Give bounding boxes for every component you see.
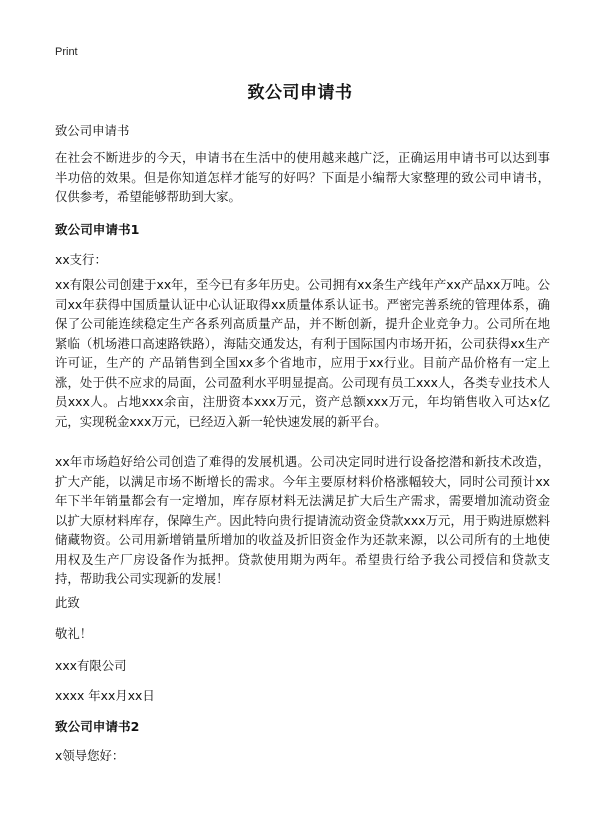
section-2-salutation: x领导您好： (55, 748, 125, 763)
closing-jingli: 敬礼！ (55, 626, 93, 641)
document-subtitle: 致公司申请书 (55, 123, 130, 138)
signature-date: xxxx 年xx月xx日 (55, 688, 155, 703)
signature-company: xxx有限公司 (55, 658, 127, 673)
closing-cizhi: 此致 (55, 595, 80, 610)
print-link[interactable]: Print (55, 46, 78, 58)
section-1-paragraph-1: xx有限公司创建于xx年，至今已有多年历史。公司拥有xx条生产线年产xx产品xx万吨。公司xx年获得中国质量认证中心认证取得xx质量体系认证书。严密完善系统的管理体系，确保了公司能连续稳定生产各系列高质量产品，并不断创新，提升企业竞争力。公司所在地紧临（机场港口高速路铁路），海陆交通发达，有利于国际国内市场开拓，公司获得xx生产许可证，生产的 产品销售到全国xx多个省地市，应用于xx行业。目前产品价格有一定上涨，处于供不应求的局面，公司盈利水平明显提高。公司现有员工xxx人，各类专业技术人员xxx人。占地xxx余亩，注册资本xxx万元，资产总额xxx万元，年均销售收入可达x亿元，实现税金xxx万元，已经迈入新一轮快速发展的新平台。 (55, 277, 550, 429)
document-title: 致公司申请书 (247, 83, 353, 103)
section-1-salutation: xx支行： (55, 252, 107, 267)
section-2-heading: 致公司申请书2 (55, 719, 140, 734)
intro-paragraph: 在社会不断进步的今天，申请书在生活中的使用越来越广泛，正确运用申请书可以达到事半功倍的效果。但是你知道怎样才能写的好吗？下面是小编帮大家整理的致公司申请书，仅供参考，希望能够帮助到大家。 (55, 150, 550, 204)
section-1-heading: 致公司申请书1 (55, 222, 140, 237)
section-1-paragraph-2: xx年市场趋好给公司创造了难得的发展机遇。公司决定同时进行设备挖潜和新技术改造，扩大产能，以满足市场不断增长的需求。今年主要原材料价格涨幅较大，同时公司预计xx年下半年销量都会有一定增加，库存原材料无法满足扩大后生产需求，需要增加流动资金以扩大原材料库存，保障生产。因此特向贵行提请流动资金贷款xxx万元，用于购进原燃料储藏物资。公司用新增销量所增加的收益及折旧资金作为还款来源，以公司所有的土地使用权及生产厂房设备作为抵押。贷款使用期为两年。希望贵行给予我公司授信和贷款支持，帮助我公司实现新的发展！ (55, 454, 550, 586)
